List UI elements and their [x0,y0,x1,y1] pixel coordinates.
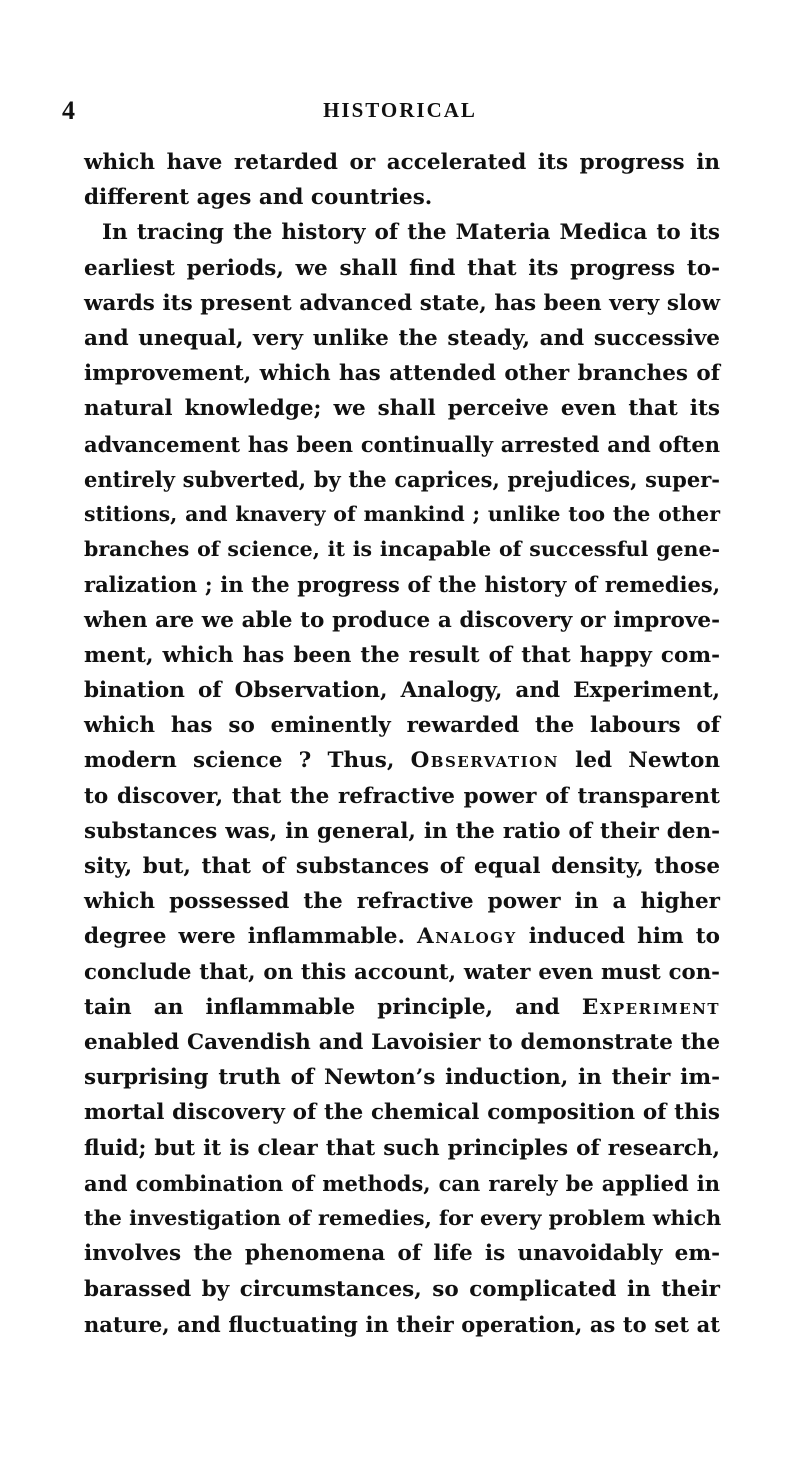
text-line: ralization ; in the progress of the history of remedies, [84,572,720,598]
text-line: tain an inflammable principle, and Experiment [84,994,720,1020]
text-line: wards its present advanced state, has been very slow [84,290,720,316]
text-line: surprising truth of Newton’s induction, in their im- [84,1065,720,1091]
text-line: fluid; but it is clear that such principles of research, [84,1135,720,1161]
text-line: natural knowledge; we shall perceive even that its [84,396,720,422]
text-line: mortal discovery of the chemical composition of this [84,1100,720,1126]
text-line: and unequal, very unlike the steady, and successive [84,326,720,352]
text-line: improvement, which has attended other branches of [84,361,720,387]
text-line: and combination of methods, can rarely be applied in [84,1170,720,1196]
text-line: degree were inflammable. Analogy induced him to [84,924,720,950]
text-line: to discover, that the refractive power of transparent [84,783,720,809]
text-line: stitions, and knavery of mankind ; unlike too the other [84,502,720,527]
text-line: In tracing the history of the Materia Medica to its [102,220,720,246]
page-number: 4 [62,96,75,125]
text-line: sity, but, that of substances of equal density, those [84,854,720,880]
text-line: substances was, in general, in the ratio of their den- [84,818,720,844]
text-line: the investigation of remedies, for every problem which [84,1206,722,1231]
text-line: bination of Observation, Analogy, and Experiment, [84,678,720,704]
text-line: branches of science, it is incapable of successful gene- [84,537,720,562]
small-caps-term: Observation [410,748,559,774]
text-line: involves the phenomena of life is unavoidably em- [84,1241,720,1267]
text-line: different ages and countries. [84,185,433,211]
text-line: entirely subverted, by the caprices, prejudices, super- [84,466,720,492]
text-line: ment, which has been the result of that happy com- [84,642,720,668]
text-line: conclude that, on this account, water even must con- [84,959,720,985]
text-line: when are we able to produce a discovery or improve- [84,607,720,633]
text-line: barassed by circumstances, so complicated in their [84,1276,720,1302]
text-line: nature, and fluctuating in their operation, as to set at [84,1311,720,1337]
small-caps-term: Analogy [417,924,517,950]
text-line: which have retarded or accelerated its progress in [84,150,720,175]
text-line: which possessed the refractive power in a higher [84,889,720,915]
running-head: HISTORICAL [323,98,477,122]
page-header [0,96,800,126]
text-line: advancement has been continually arrested and often [84,431,720,457]
text-line: which has so eminently rewarded the labours of [84,713,720,739]
small-caps-term: Experiment [581,994,720,1020]
body-text [84,145,720,1342]
text-line: enabled Cavendish and Lavoisier to demonstrate the [84,1030,720,1056]
text-line: earliest periods, we shall find that its progress to- [84,255,720,281]
text-line: modern science ? Thus, Observation led Newton [84,748,720,774]
